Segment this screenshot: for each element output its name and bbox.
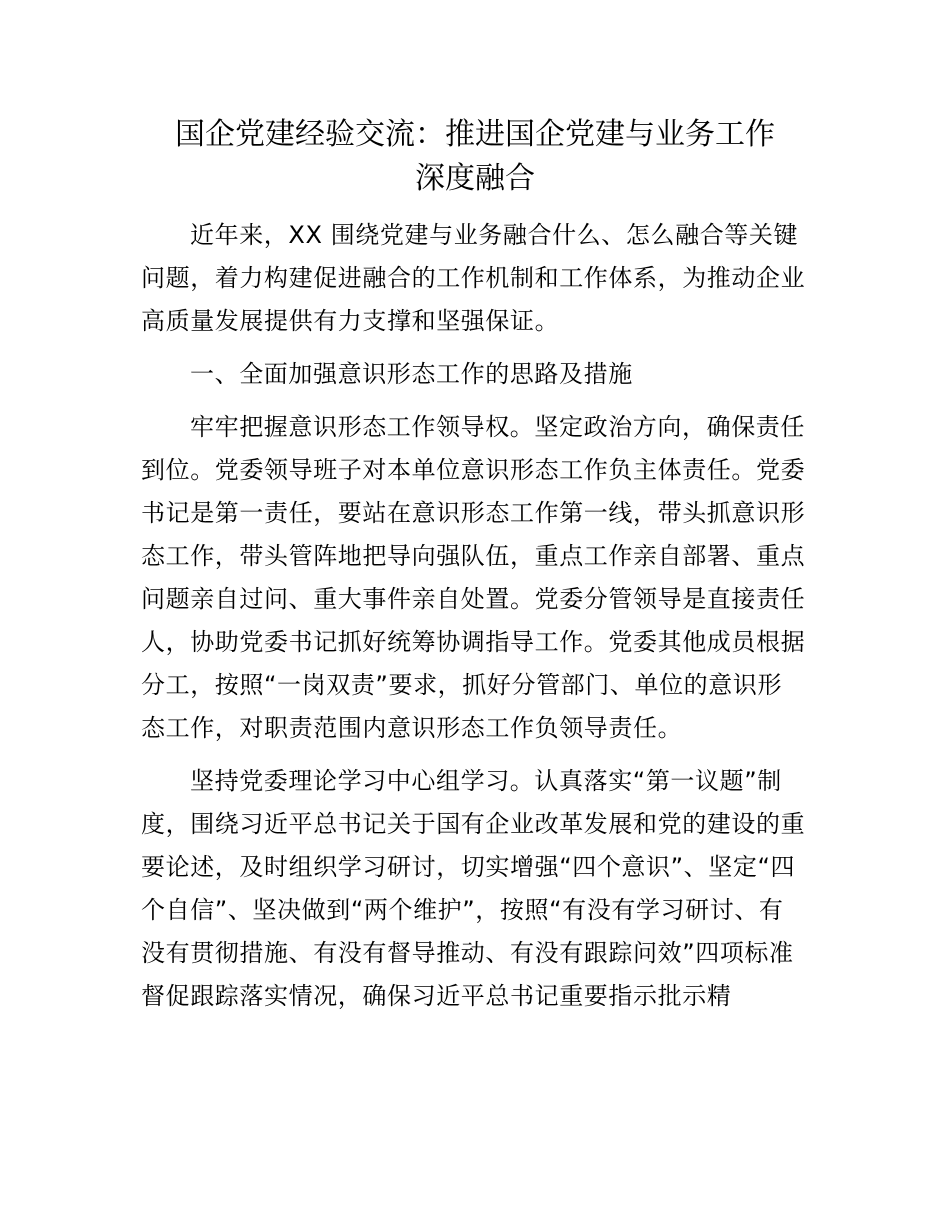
paragraph-2-line-5: 问题亲自过问、重大事件亲自处置。党委分管领导是直接责任 xyxy=(141,585,806,613)
paragraph-2-line-8: 态工作，对职责范围内意识形态工作负领导责任。 xyxy=(141,714,683,742)
paragraph-3-line-2: 度，围绕习近平总书记关于国有企业改革发展和党的建设的重 xyxy=(141,810,806,838)
paragraph-1-line-3: 高质量发展提供有力支撑和坚强保证。 xyxy=(141,307,560,335)
paragraph-3-line-5: 没有贯彻措施、有没有督导推动、有没有跟踪问效”四项标准 xyxy=(141,939,794,967)
paragraph-3-line-3: 要论述，及时组织学习研讨，切实增强“四个意识”、坚定“四 xyxy=(141,853,796,881)
paragraph-2-line-3: 书记是第一责任，要站在意识形态工作第一线，带头抓意识形 xyxy=(141,499,806,527)
paragraph-2-line-1: 牢牢把握意识形态工作领导权。坚定政治方向，确保责任 xyxy=(190,413,805,441)
paragraph-1-line-1: 近年来，XX 围绕党建与业务融合什么、怎么融合等关键 xyxy=(190,221,799,249)
paragraph-2-line-2: 到位。党委领导班子对本单位意识形态工作负主体责任。党委 xyxy=(141,456,806,484)
paragraph-3-line-6: 督促跟踪落实情况，确保习近平总书记重要指示批示精 xyxy=(141,982,732,1010)
section-heading-1: 一、全面加强意识形态工作的思路及措施 xyxy=(190,360,633,388)
document-title-line-2: 深度融合 xyxy=(415,161,535,196)
paragraph-2-line-6: 人，协助党委书记抓好统筹协调指导工作。党委其他成员根据 xyxy=(141,628,806,656)
paragraph-2-line-4: 态工作，带头管阵地把导向强队伍，重点工作亲自部署、重点 xyxy=(141,542,806,570)
paragraph-2-line-7: 分工，按照“一岗双责”要求，抓好分管部门、单位的意识形 xyxy=(141,671,783,699)
paragraph-3-line-4: 个自信”、坚决做到“两个维护”，按照“有没有学习研讨、有 xyxy=(141,896,784,924)
paragraph-3-line-1: 坚持党委理论学习中心组学习。认真落实“第一议题”制 xyxy=(190,767,782,795)
paragraph-1-line-2: 问题，着力构建促进融合的工作机制和工作体系，为推动企业 xyxy=(141,264,806,292)
document-title-line-1: 国企党建经验交流：推进国企党建与业务工作 xyxy=(175,117,775,152)
